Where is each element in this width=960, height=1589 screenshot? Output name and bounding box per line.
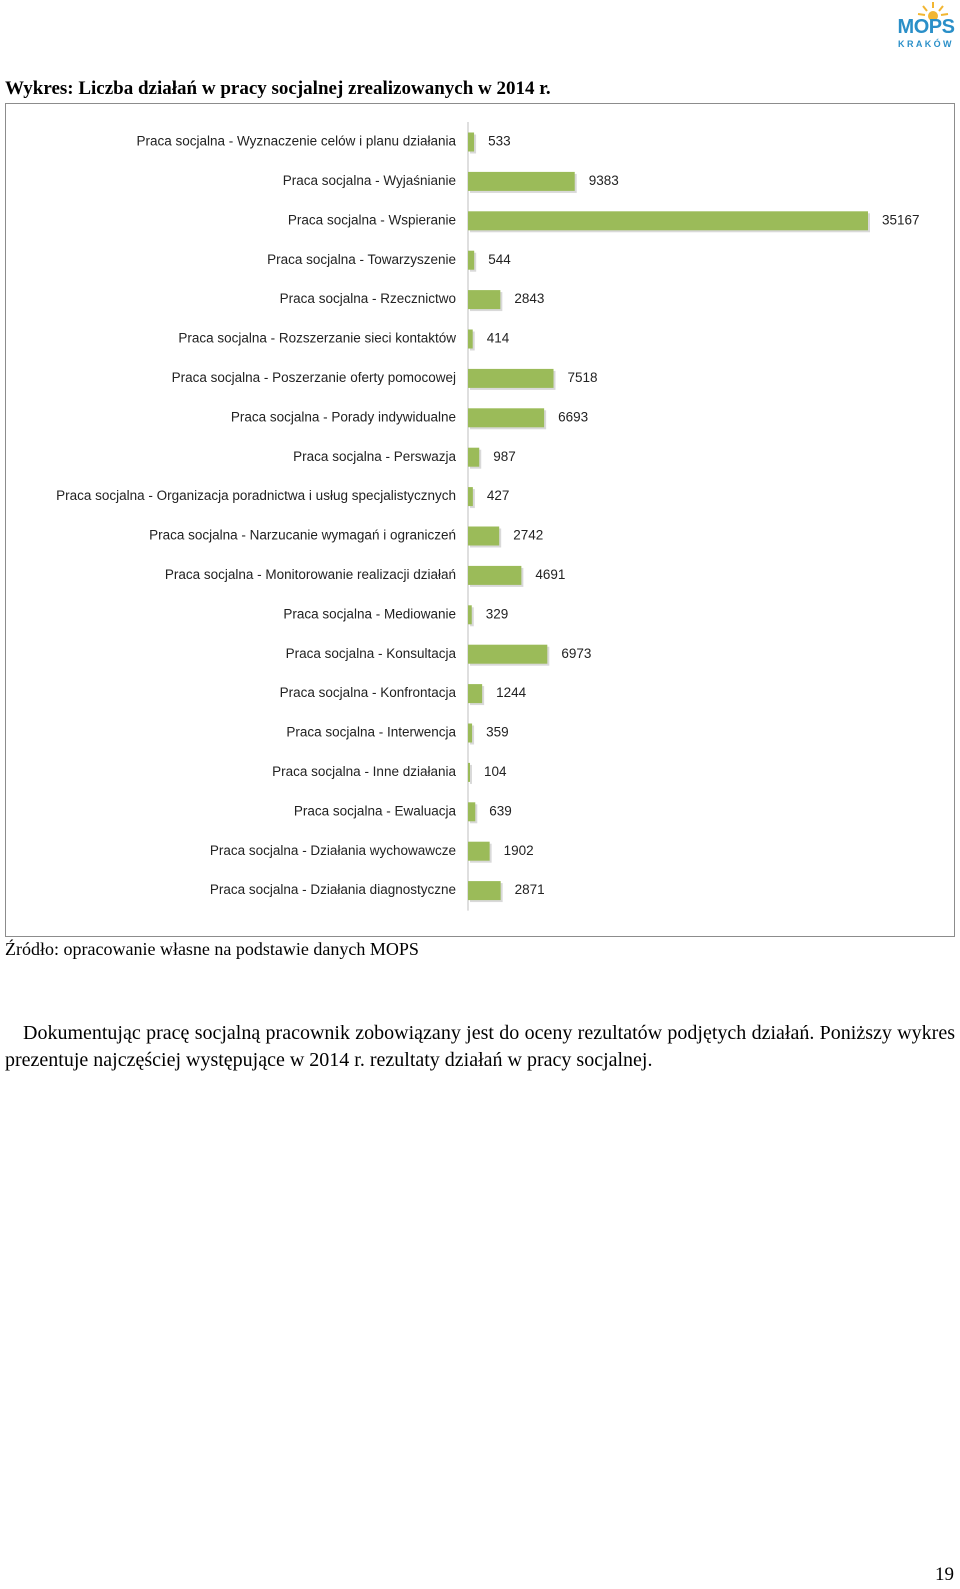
bar <box>468 842 490 861</box>
page-number: 19 <box>935 1564 954 1585</box>
bar <box>468 645 547 664</box>
data-label: 1244 <box>496 685 527 701</box>
category-label: Praca socjalna - Wyznaczenie celów i planu działania <box>136 133 456 149</box>
category-label: Praca socjalna - Inne działania <box>272 763 456 779</box>
bar <box>468 448 479 467</box>
chart-frame <box>5 103 955 937</box>
logo-subtext: KRAKÓW <box>898 39 954 49</box>
data-label: 639 <box>489 803 512 819</box>
bar <box>468 369 554 388</box>
bar <box>468 211 868 230</box>
category-label: Praca socjalna - Porady indywidualne <box>230 409 456 425</box>
data-label: 2871 <box>514 882 545 898</box>
source-note: Źródło: opracowanie własne na podstawie danych MOPS <box>5 939 419 959</box>
bar <box>468 802 475 821</box>
data-label: 414 <box>486 330 510 346</box>
data-label: 533 <box>488 133 511 149</box>
bar <box>468 290 500 309</box>
data-label: 7518 <box>567 369 598 385</box>
bar <box>468 724 472 743</box>
category-label: Praca socjalna - Wyjaśnianie <box>282 172 456 188</box>
data-label: 9383 <box>588 172 619 188</box>
category-label: Praca socjalna - Poszerzanie oferty pomocowej <box>171 369 456 385</box>
bar <box>468 487 473 506</box>
bar <box>468 133 474 152</box>
category-label: Praca socjalna - Rozszerzanie sieci kontaktów <box>178 330 456 346</box>
category-label: Praca socjalna - Wspieranie <box>287 212 456 228</box>
data-label: 329 <box>485 606 509 622</box>
category-label: Praca socjalna - Działania diagnostyczne <box>209 882 456 898</box>
data-label: 6693 <box>558 409 589 425</box>
data-label: 4691 <box>535 566 566 582</box>
category-label: Praca socjalna - Organizacja poradnictwa i usług specjalistycznych <box>56 488 456 504</box>
bar <box>468 172 575 191</box>
category-label: Praca socjalna - Mediowanie <box>283 606 456 622</box>
bar <box>468 566 521 585</box>
category-label: Praca socjalna - Rzecznictwo <box>279 291 456 307</box>
category-label: Praca socjalna - Monitorowanie realizacji działań <box>164 566 456 582</box>
bar <box>468 684 482 703</box>
data-label: 359 <box>486 724 509 740</box>
category-label: Praca socjalna - Konsultacja <box>285 645 456 661</box>
bar <box>468 330 473 349</box>
data-label: 1902 <box>503 842 534 858</box>
data-label: 544 <box>488 251 511 267</box>
bar <box>468 763 470 782</box>
data-label: 427 <box>486 488 510 504</box>
data-label: 104 <box>484 763 507 779</box>
bar <box>468 408 544 427</box>
category-label: Praca socjalna - Perswazja <box>293 448 456 464</box>
category-label: Praca socjalna - Konfrontacja <box>279 685 456 701</box>
data-label: 2742 <box>513 527 544 543</box>
mops-logo <box>896 2 956 52</box>
data-label: 2843 <box>514 291 545 307</box>
category-label: Praca socjalna - Interwencja <box>286 724 456 740</box>
bar <box>468 605 472 624</box>
bar <box>468 881 501 900</box>
body-paragraph: Dokumentując pracę socjalną pracownik zobowiązany jest do oceny rezultatów podjętych działań. Poniższy wykres prezentuje najczęściej występujące w 2014 r. rezultaty działań w pracy socjalnej. <box>5 1022 955 1071</box>
data-label: 987 <box>493 448 516 464</box>
bar-shadow <box>470 765 472 784</box>
data-label: 6973 <box>561 645 592 661</box>
bar-chart <box>6 104 954 936</box>
bar <box>468 527 499 546</box>
bar <box>468 251 474 270</box>
logo-text: MOPS <box>897 16 955 38</box>
data-label: 35167 <box>882 212 920 228</box>
category-label: Praca socjalna - Towarzyszenie <box>267 251 456 267</box>
category-label: Praca socjalna - Ewaluacja <box>293 803 456 819</box>
category-label: Praca socjalna - Narzucanie wymagań i ograniczeń <box>149 527 456 543</box>
category-label: Praca socjalna - Działania wychowawcze <box>209 842 456 858</box>
chart-title: Wykres: Liczba działań w pracy socjalnej zrealizowanych w 2014 r. <box>5 78 551 99</box>
